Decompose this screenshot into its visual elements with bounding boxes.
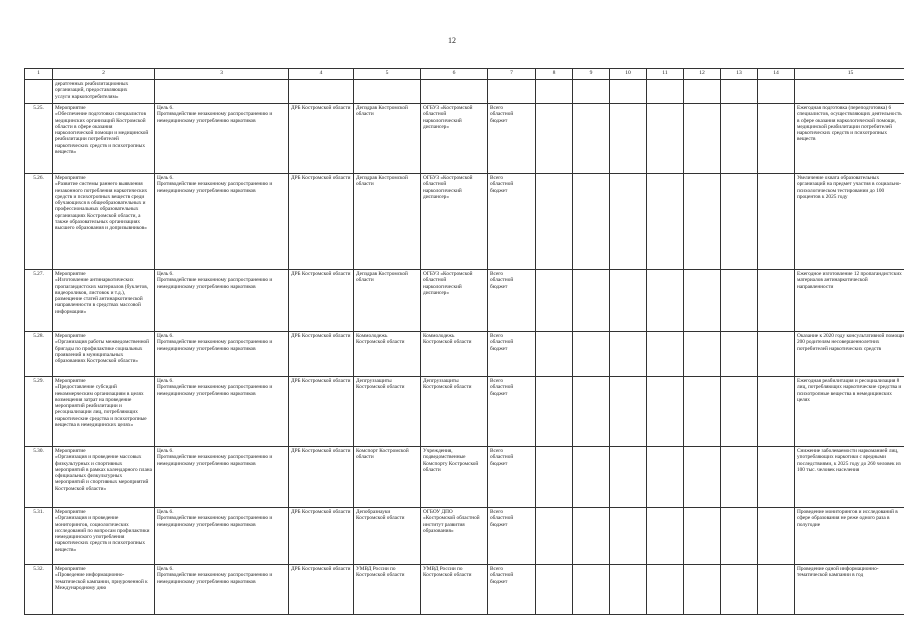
cell-goal: Цель 6. Противодействие незаконному распространению и немедицинскому употреблению наркотиков [155,565,289,615]
cell-empty [536,377,573,447]
cell-name: Мероприятие «Предоставление субсидий некоммерческим организациям в целях возмещения затрат на проведение мероприятий реабилитации и ресоциализации лиц, потребляющих наркотические средства и психотропные вещества в немедицинских целях» [53,377,155,447]
cell-empty [647,80,684,104]
cell-empty [758,270,795,332]
cell-empty [684,565,721,615]
cell-empty [536,104,573,174]
cell-empty [573,332,610,377]
cell-empty [610,174,647,270]
column-number: 14 [758,69,795,80]
table-row [25,377,904,447]
column-number: 3 [155,69,289,80]
cell-name: Мероприятие «Развитие системы раннего выявления незаконного потребления наркотических средств и психотропных веществ среди обучающихся в общеобразовательных и профессиональных образовательных организациях Костромской области, а также образовательных организациях высшего образования и допризывников» [53,174,155,270]
cell-coexec: Комспорт Костромской области [354,447,421,508]
table-body [25,69,904,615]
cell-coexec: Коммолодежь Костромской области [354,332,421,377]
cell-num: 5.30. [25,447,53,508]
cell-empty [721,565,758,615]
cell-empty [610,508,647,565]
cell-empty [573,508,610,565]
cell-name: Мероприятие «Изготовление антинаркотических пропагандистских материалов (буклетов, видеороликов, листовок и т.д.), размещение статей антинаркотической направленности в средствах массовой информации» [53,270,155,332]
cell-empty [758,174,795,270]
cell-recipient [421,80,488,104]
cell-name: Мероприятие «Организация и проведение мониторингов, социологических исследований по вопросам профилактики немедицинского употребления наркотических средств и психотропных веществ» [53,508,155,565]
cell-result: Проведение мониторингов и исследований в сфере образования не реже одного раза в полугодие [795,508,904,565]
cell-num: 5.26. [25,174,53,270]
cell-exec: ДРБ Костромской области [289,508,354,565]
cell-coexec: УМВД России по Костромской области [354,565,421,615]
cell-empty [684,80,721,104]
cell-empty [647,508,684,565]
table-row [25,565,904,615]
cell-source: Всего областной бюджет [488,332,536,377]
cell-empty [721,104,758,174]
cell-empty [573,174,610,270]
cell-empty [610,377,647,447]
cell-result: Проведение одной информационно-тематической кампании в год [795,565,904,615]
cell-empty [721,270,758,332]
cell-name: Мероприятие «Организация и проведение массовых физкультурных и спортивных мероприятий в рамках календарного плана официальных физкультурных мероприятий и спортивных мероприятий Костромской области» [53,447,155,508]
cell-empty [647,174,684,270]
cell-coexec: Депздрав Костромской области [354,104,421,174]
cell-coexec [354,80,421,104]
cell-empty [721,80,758,104]
column-number: 9 [573,69,610,80]
cell-recipient: ОГБОУ ДПО «Костромской областной институт развития образования» [421,508,488,565]
column-number: 12 [684,69,721,80]
page-number: 12 [448,36,456,45]
cell-empty [758,80,795,104]
column-number: 1 [25,69,53,80]
cell-source: Всего областной бюджет [488,565,536,615]
column-number: 11 [647,69,684,80]
cell-goal: Цель 6. Противодействие незаконному распространению и немедицинскому употреблению наркотиков [155,270,289,332]
cell-empty [647,104,684,174]
cell-exec: ДРБ Костромской области [289,447,354,508]
column-number: 10 [610,69,647,80]
cell-empty [536,508,573,565]
cell-goal: Цель 6. Противодействие незаконному распространению и немедицинскому употреблению наркотиков [155,174,289,270]
cell-empty [610,447,647,508]
cell-coexec: Депздрав Костромской области [354,270,421,332]
cell-recipient: Учреждения, подведомственные Комспорту Костромской области [421,447,488,508]
cell-empty [647,565,684,615]
cell-result: Ежегодное изготовление 12 пропагандистских материалов антинаркотической направленности [795,270,904,332]
cell-source: Всего областной бюджет [488,174,536,270]
cell-num: 5.29. [25,377,53,447]
table-row [25,80,904,104]
cell-exec: ДРБ Костромской области [289,332,354,377]
cell-empty [610,332,647,377]
cell-source: Всего областной бюджет [488,447,536,508]
column-number: 8 [536,69,573,80]
cell-result: Ежегодная подготовка (переподготовка) 6 специалистов, осуществляющих деятельность в сфере оказания наркологической помощи, медицинской реабилитации потребителей наркотических средств и психотропных веществ [795,104,904,174]
cell-num: 5.27. [25,270,53,332]
cell-empty [573,377,610,447]
cell-exec: ДРБ Костромской области [289,104,354,174]
cell-empty [536,447,573,508]
cell-empty [573,104,610,174]
cell-name: дератгенных реабилитационных организаций, предоставляющих услуги наркопотребителям» [53,80,155,104]
cell-empty [610,270,647,332]
cell-result [795,80,904,104]
cell-exec: ДРБ Костромской области [289,174,354,270]
cell-goal: Цель 6. Противодействие незаконному распространению и немедицинскому употреблению наркотиков [155,332,289,377]
table-row [25,508,904,565]
cell-source: Всего областной бюджет [488,508,536,565]
cell-num [25,80,53,104]
cell-empty [647,332,684,377]
cell-goal: Цель 6. Противодействие незаконному распространению и немедицинскому употреблению наркотиков [155,508,289,565]
cell-empty [721,508,758,565]
cell-num: 5.32. [25,565,53,615]
cell-empty [536,174,573,270]
cell-empty [684,174,721,270]
cell-coexec: Депобразнауки Костромской области [354,508,421,565]
cell-empty [721,447,758,508]
cell-name: Мероприятие «Организация работы межведомственной бригады по профилактике социальных проявлений в муниципальных образованиях Костромской области» [53,332,155,377]
cell-empty [647,377,684,447]
cell-empty [721,174,758,270]
table-row [25,270,904,332]
cell-num: 5.28. [25,332,53,377]
cell-exec [289,80,354,104]
cell-name: Мероприятие «Обеспечение подготовки специалистов медицинских организаций Костромской области в сфере оказания наркологической помощи и медицинской реабилитации потребителей наркотических средств и психотропных веществ» [53,104,155,174]
column-number: 4 [289,69,354,80]
cell-empty [758,508,795,565]
cell-recipient: ОГБУЗ «Костромской областной наркологический диспансер» [421,174,488,270]
column-number: 13 [721,69,758,80]
cell-empty [573,270,610,332]
column-number: 6 [421,69,488,80]
cell-goal: Цель 6. Противодействие незаконному распространению и немедицинскому употреблению наркотиков [155,447,289,508]
program-activities-table [24,68,904,615]
cell-empty [758,332,795,377]
cell-result: Оказание к 2020 году консультативной помощи 200 родителям несовершеннолетних потребителей наркотических средств [795,332,904,377]
cell-empty [758,447,795,508]
cell-empty [610,80,647,104]
cell-result: Увеличение охвата образовательных организаций на предмет участия в социально-психологическом тестировании до 100 процентов к 2025 году [795,174,904,270]
cell-source: Всего областной бюджет [488,270,536,332]
cell-empty [758,565,795,615]
cell-empty [758,377,795,447]
cell-coexec: Депгруззащиты Костромской области [354,377,421,447]
cell-empty [684,508,721,565]
cell-recipient: Депгруззащиты Костромской области [421,377,488,447]
cell-empty [647,270,684,332]
cell-empty [573,80,610,104]
cell-empty [684,104,721,174]
cell-result: Ежегодная реабилитация и ресоциализация 8 лиц, потребляющих наркотические средства и психотропные вещества в немедицинских целях [795,377,904,447]
column-number: 7 [488,69,536,80]
cell-coexec: Депздрав Костромской области [354,174,421,270]
cell-recipient: УМВД России по Костромской области [421,565,488,615]
cell-empty [536,270,573,332]
table-row [25,332,904,377]
cell-exec: ДРБ Костромской области [289,270,354,332]
table-row [25,104,904,174]
cell-source: Всего областной бюджет [488,377,536,447]
column-number: 2 [53,69,155,80]
cell-goal: Цель 6. Противодействие незаконному распространению и немедицинскому употреблению наркотиков [155,104,289,174]
cell-recipient: ОГБУЗ «Костромской областной наркологический диспансер» [421,270,488,332]
cell-empty [536,332,573,377]
cell-recipient: Коммолодежь Костромской области [421,332,488,377]
cell-goal: Цель 6. Противодействие незаконному распространению и немедицинскому употреблению наркотиков [155,377,289,447]
cell-name: Мероприятие «Проведение информационно-тематической кампании, приуроченной к Международному дню [53,565,155,615]
cell-empty [573,447,610,508]
cell-source [488,80,536,104]
cell-empty [684,377,721,447]
table-row [25,174,904,270]
cell-empty [684,447,721,508]
cell-empty [721,377,758,447]
cell-exec: ДРБ Костромской области [289,565,354,615]
cell-exec: ДРБ Костромской области [289,377,354,447]
cell-empty [758,104,795,174]
cell-empty [684,332,721,377]
cell-empty [610,565,647,615]
cell-num: 5.31. [25,508,53,565]
column-number-row [25,69,904,80]
cell-recipient: ОГБУЗ «Костромской областной наркологический диспансер» [421,104,488,174]
cell-empty [684,270,721,332]
cell-source: Всего областной бюджет [488,104,536,174]
cell-empty [573,565,610,615]
cell-empty [610,104,647,174]
cell-result: Снижение заболеваемости наркоманией лиц, употребляющих наркотики с вредными последствиями, к 2025 году до 260 человек из 100 тыс. человек населения [795,447,904,508]
cell-num: 5.25. [25,104,53,174]
cell-empty [647,447,684,508]
cell-goal [155,80,289,104]
column-number: 5 [354,69,421,80]
table-row [25,447,904,508]
cell-empty [536,80,573,104]
cell-empty [721,332,758,377]
column-number: 15 [795,69,904,80]
cell-empty [536,565,573,615]
